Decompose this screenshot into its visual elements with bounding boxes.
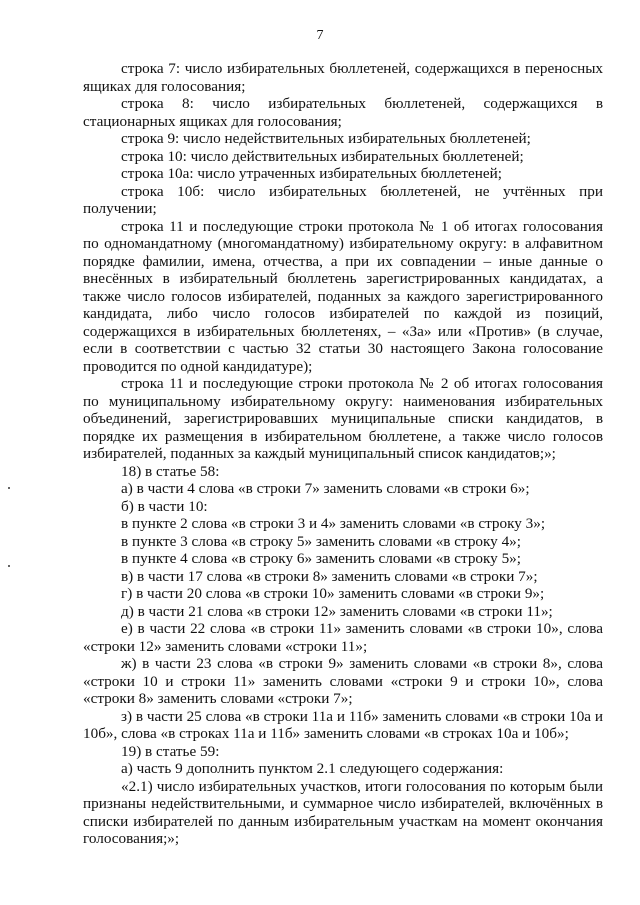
text-line: также число голосов избирателей, поданных за каждого зарегистрированного (83, 287, 603, 305)
text-line: 18) в статье 58: (121, 462, 220, 480)
text-line: избирателей, поданных за каждый муниципальный список кандидатов;»; (83, 445, 556, 462)
text-line: а) часть 9 дополнить пунктом 2.1 следующего содержания: (121, 760, 504, 777)
text-line: по муниципальному избирательному округу: наименования избирательных (83, 392, 603, 410)
text-line: строка 8: число избирательных бюллетеней, содержащихся в (121, 95, 603, 112)
text-line: е) в части 22 слова «в строки 11» заменить словами «в строки 10», слова (121, 620, 603, 637)
text-line: 10б», слова «в строках 11а и 11б» заменить словами «в строках 10а и 10б»; (83, 725, 569, 742)
text-line: стационарных ящиках для голосования; (83, 112, 342, 130)
text-line: «2.1) число избирательных участков, итоги голосования по которым были (121, 777, 603, 795)
page-number: 7 (316, 28, 324, 43)
text-line: з) в части 25 слова «в строки 11а и 11б» заменить словами «в строки 10а и (121, 707, 603, 725)
text-line: по одномандатному (многомандатному) избирательному округу: в алфавитном (83, 235, 603, 252)
text-line: ящиках для голосования; (83, 77, 246, 95)
text-line: ж) в части 23 слова «в строки 9» заменить словами «в строки 8», слова (121, 655, 603, 672)
text-line: а) в части 4 слова «в строки 7» заменить словами «в строки 6»; (121, 480, 530, 497)
text-line: кандидата, либо число голосов избирателей по каждой из позиций, (83, 305, 603, 322)
text-line: внесённых в избирательный бюллетень зарегистрированных кандидатах, а (83, 270, 603, 287)
text-line: строка 11 и последующие строки протокола № 2 об итогах голосования (121, 375, 603, 392)
text-line: д) в части 21 слова «в строки 12» заменить словами «в строки 11»; (121, 602, 553, 620)
text-line: порядке фамилии, имена, отчества, а при их совпадении – иные данные о (83, 252, 603, 270)
text-line: «строки 10 и строки 11» заменить словами «строки 9 и строки 10», слова (83, 672, 603, 690)
text-line: б) в части 10: (121, 497, 208, 515)
text-line: в пункте 2 слова «в строки 3 и 4» заменить словами «в строку 3»; (121, 515, 546, 532)
text-line: 19) в статье 59: (121, 742, 220, 760)
text-line: получении; (83, 200, 157, 217)
text-line: строка 9: число недействительных избирательных бюллетеней; (121, 130, 531, 147)
text-line: содержащихся в избирательных бюллетенях, – «За» или «Против» (в случае, (83, 322, 603, 340)
margin-mark (8, 565, 10, 567)
text-line: в) в части 17 слова «в строки 8» заменить словами «в строки 7»; (121, 567, 538, 585)
text-line: проводится по одной кандидатуре); (83, 357, 313, 375)
document-body (83, 60, 603, 848)
text-line: объединений, зарегистрировавших муниципальные списки кандидатов, в (83, 410, 603, 427)
text-line: если в соответствии с частью 32 статьи 30 настоящего Закона голосование (83, 340, 603, 357)
text-line: строка 11 и последующие строки протокола № 1 об итогах голосования (121, 217, 603, 235)
text-line: голосования;»; (83, 830, 180, 847)
margin-mark (8, 487, 10, 489)
text-line: в пункте 3 слова «в строку 5» заменить словами «в строку 4»; (121, 532, 521, 550)
text-line: в пункте 4 слова «в строку 6» заменить словами «в строку 5»; (121, 550, 521, 567)
text-line: строка 10б: число избирательных бюллетеней, не учтённых при (121, 182, 603, 200)
text-line: списки избирателей по данным избирательным участкам на момент окончания (83, 812, 603, 830)
text-line: строка 7: число избирательных бюллетеней, содержащихся в переносных (121, 60, 603, 77)
text-line: строка 10: число действительных избирательных бюллетеней; (121, 147, 524, 165)
text-line: признаны недействительными, и суммарное число избирателей, включённых в (83, 795, 603, 812)
text-line: г) в части 20 слова «в строки 10» заменить словами «в строки 9»; (121, 585, 545, 602)
text-line: строка 10а: число утраченных избирательных бюллетеней; (121, 165, 502, 182)
text-line: «строки 8» заменить словами «строки 7»; (83, 690, 353, 707)
text-line: «строки 12» заменить словами «строки 11»; (83, 637, 368, 655)
text-line: порядке их размещения в избирательном бюллетене, а также число голосов (83, 427, 603, 445)
